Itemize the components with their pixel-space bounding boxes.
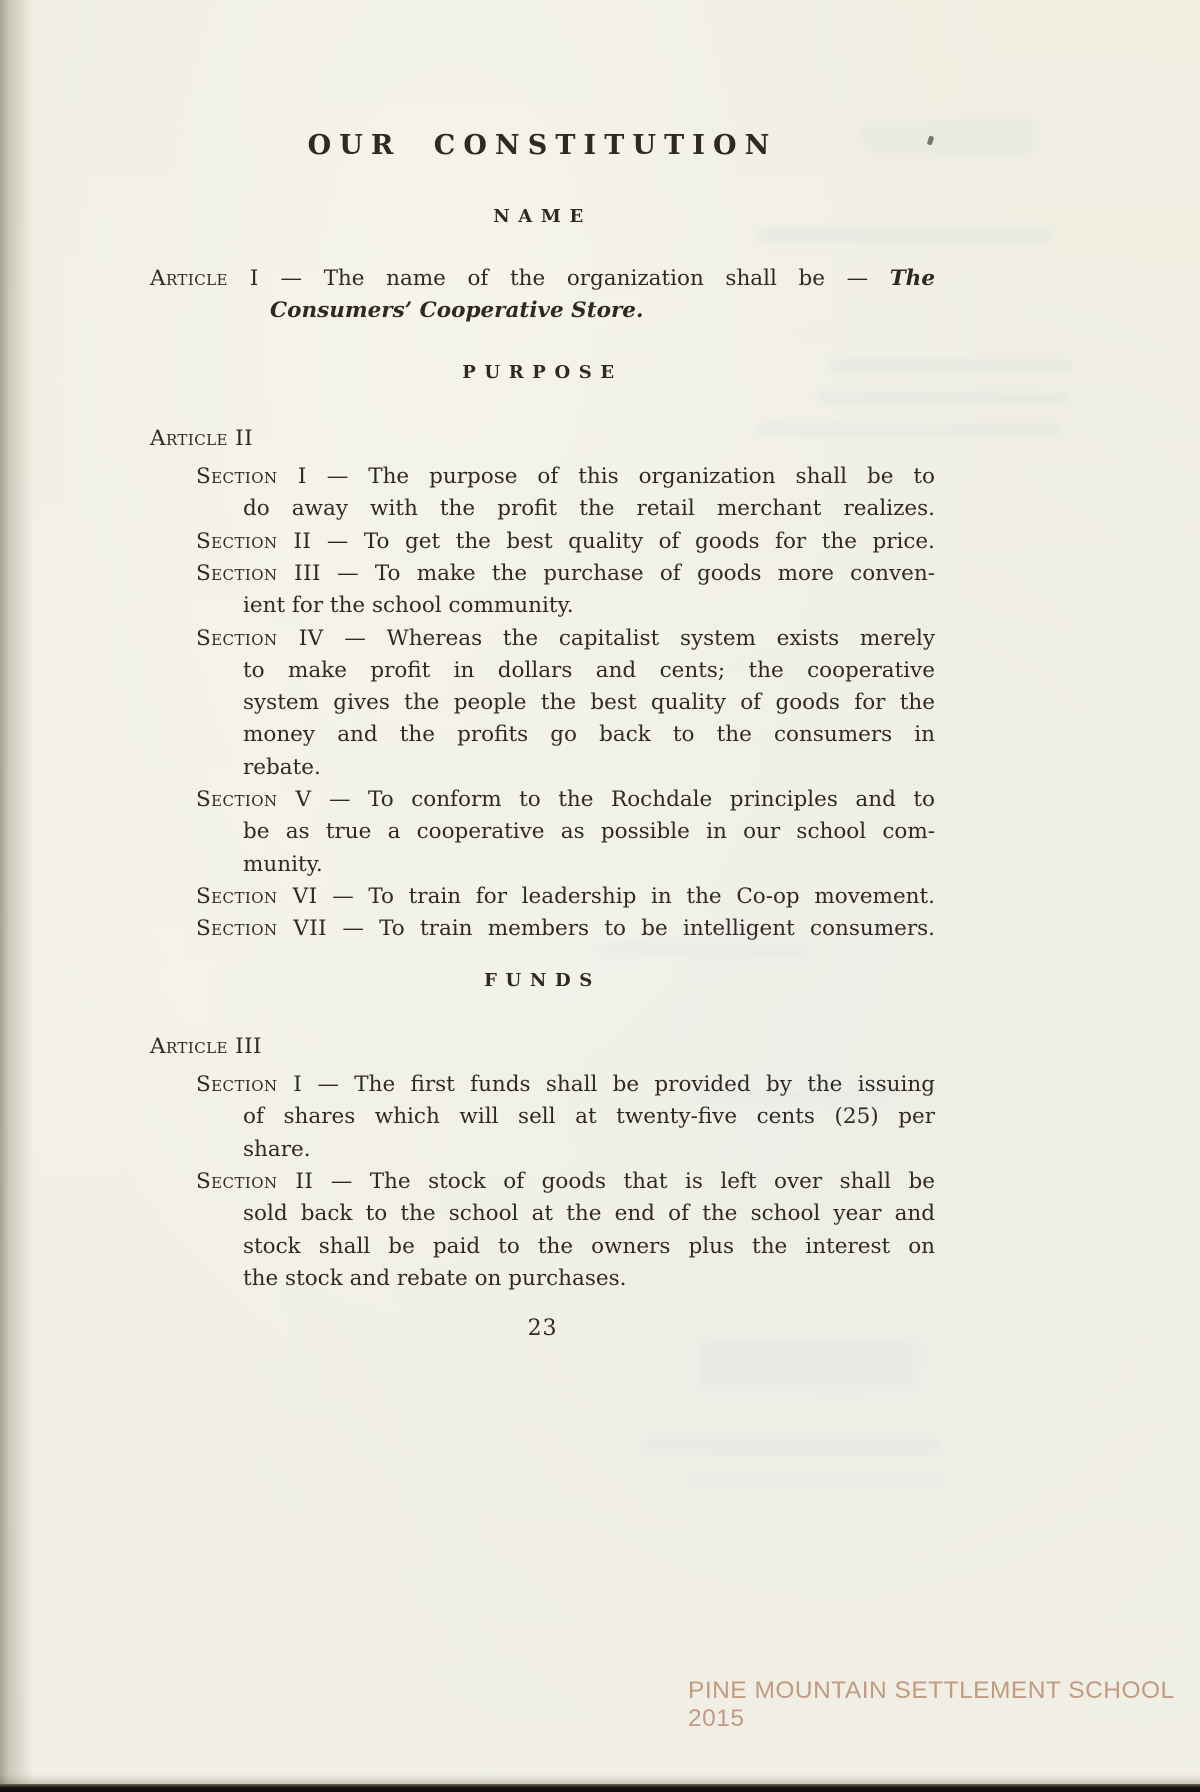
page-showthrough	[598, 944, 808, 956]
text-line	[243, 494, 935, 524]
line-part: of shares which will sell at twenty-five cents (25) per	[243, 1104, 935, 1130]
line-part: The	[889, 266, 935, 291]
line-part: Section III	[196, 560, 321, 586]
heading-purpose: PURPOSE	[462, 362, 623, 383]
page-showthrough	[640, 1440, 940, 1454]
text-line	[243, 1264, 935, 1294]
line-part: munity.	[243, 851, 323, 877]
text-line	[243, 1135, 935, 1165]
line-part: be as true a cooperative as possible in our school com-	[243, 819, 935, 845]
text-line	[243, 1102, 935, 1132]
text-line	[196, 624, 935, 654]
heading-name: NAME	[493, 206, 592, 227]
text-line	[243, 688, 935, 718]
text-line	[243, 1199, 935, 1229]
text-line	[150, 1032, 935, 1062]
line-part: Consumers’ Cooperative Store.	[270, 298, 644, 324]
line-part: Article II	[150, 426, 253, 451]
text-line	[270, 296, 962, 326]
line-part: — To train members to be intelligent consumers.	[327, 916, 935, 942]
line-part: — To get the best quality of goods for the price.	[311, 528, 935, 554]
text-line	[196, 785, 935, 815]
line-part: — Whereas the capitalist system exists merely	[323, 625, 936, 651]
text-line	[150, 424, 935, 454]
text-line	[243, 591, 935, 621]
line-part: Section I	[196, 464, 307, 489]
line-part: ient for the school community.	[243, 593, 574, 619]
text-line	[243, 753, 935, 783]
text-line	[243, 817, 935, 847]
line-part: do away with the profit the retail merchant realizes.	[243, 496, 935, 522]
text-line	[243, 1232, 935, 1262]
text-line	[196, 559, 935, 589]
text-line	[243, 850, 935, 880]
book-spine-shadow	[0, 0, 34, 1792]
text-line	[243, 656, 935, 686]
line-part: sold back to the school at the end of the school year and	[243, 1201, 935, 1227]
text-line	[196, 462, 935, 492]
line-part: Section VI	[196, 883, 318, 909]
text-line	[196, 882, 935, 912]
line-part: — To make the purchase of goods more conven-	[320, 560, 935, 586]
line-part: — The purpose of this organization shall be to	[306, 464, 935, 489]
line-part: Section VII	[196, 916, 328, 942]
line-part: Section V	[196, 787, 312, 812]
line-part: the stock and rebate on purchases.	[243, 1265, 627, 1291]
line-part: money and the profits go back to the consumers in	[243, 722, 935, 748]
line-part: — To conform to the Rochdale principles and to	[311, 787, 935, 812]
line-part: Section II	[196, 1168, 314, 1194]
page-number: 23	[527, 1316, 558, 1341]
line-part: Article III	[150, 1034, 262, 1059]
document-title: OUR CONSTITUTION	[307, 130, 778, 161]
text-line	[196, 914, 935, 944]
scan-edge	[0, 1784, 1200, 1792]
page-showthrough	[818, 392, 1070, 404]
watermark: PINE MOUNTAIN SETTLEMENT SCHOOL 2015	[688, 1677, 1174, 1732]
heading-funds: FUNDS	[484, 970, 601, 991]
line-part: rebate.	[243, 754, 321, 780]
line-part: Section II	[196, 528, 312, 554]
line-part: — The stock of goods that is left over shall be	[313, 1168, 935, 1194]
text-line	[243, 720, 935, 750]
page-showthrough	[700, 1340, 920, 1392]
line-part: Section IV	[196, 625, 324, 651]
line-part: to make profit in dollars and cents; the cooperative	[243, 657, 935, 683]
line-part: — The first funds shall be provided by the issuing	[302, 1072, 935, 1097]
line-part: — The name of the organization shall be —	[258, 266, 890, 291]
line-part: system gives the people the best quality of goods for the	[243, 690, 935, 716]
line-part: — To train for leadership in the Co-op movement.	[317, 883, 935, 909]
line-part: share.	[243, 1136, 311, 1162]
line-part: Section I	[196, 1072, 303, 1097]
page-showthrough	[690, 1474, 940, 1487]
text-line	[196, 1167, 935, 1197]
text-line	[196, 527, 935, 557]
line-part: Article I	[150, 266, 259, 291]
text-line	[196, 1070, 935, 1100]
text-line	[150, 264, 935, 294]
page-showthrough	[758, 228, 1050, 242]
scan-edge-shadow	[0, 1774, 1200, 1784]
line-part: stock shall be paid to the owners plus the interest on	[243, 1233, 935, 1259]
